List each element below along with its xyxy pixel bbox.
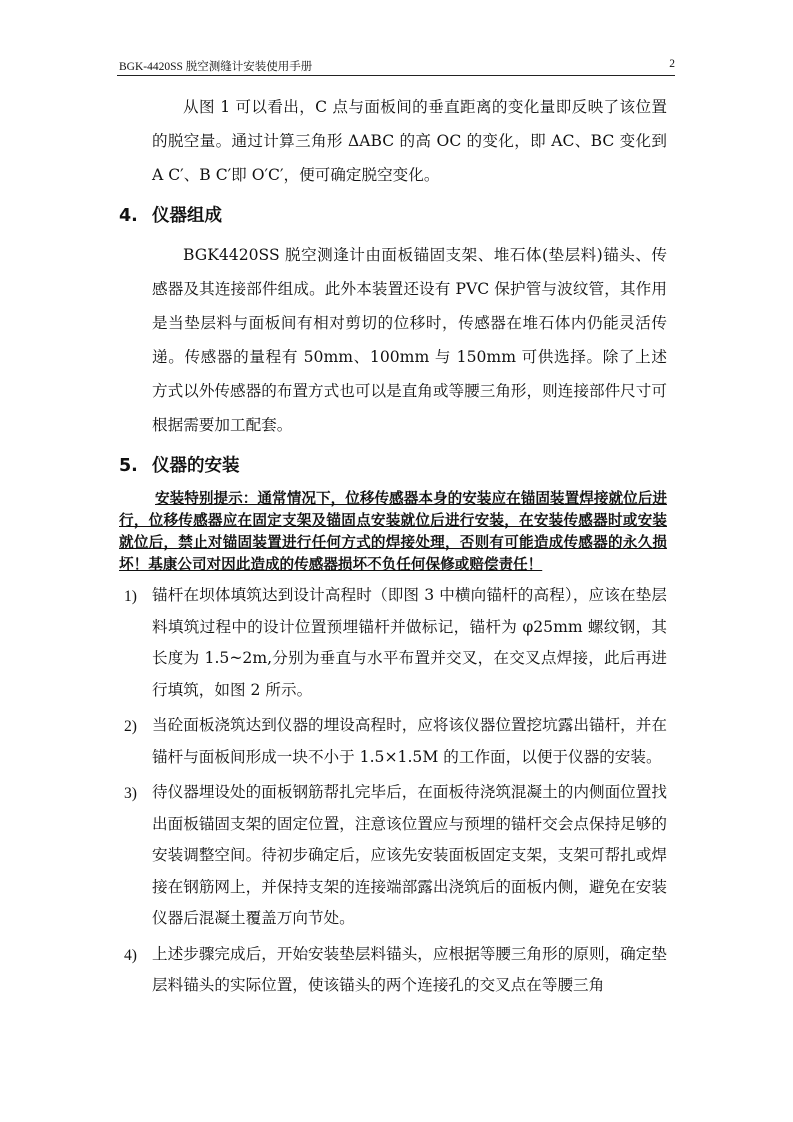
list-item [124, 710, 667, 773]
section-title: 仪器的安装 [152, 456, 240, 476]
page-header [117, 57, 675, 76]
list-item-text: 待仪器埋设处的面板钢筋帮扎完毕后，在面板待浇筑混凝土的内侧面位置找出面板锚固支架的固定位置，注意该位置应与预埋的锚杆交会点保持足够的安装调整空间。待初步确定后，应该先安装面板固定支架，支架可帮扎或焊接在钢筋网上，并保持支架的连接端部露出浇筑后的面板内侧，避免在安装仪器后混凝土覆盖万向节处。 [152, 783, 667, 927]
section-5-heading [119, 449, 667, 483]
section-title: 仪器组成 [152, 206, 222, 226]
list-item-text: 上述步骤完成后，开始安装垫层料锚头，应根据等腰三角形的原则，确定垫层料锚头的实际位置，使该锚头的两个连接孔的交叉点在等腰三角 [152, 944, 667, 994]
page-number: 2 [669, 58, 675, 70]
section-number: 5. [119, 456, 138, 476]
list-item [124, 939, 667, 1002]
list-item-number: 2) [124, 718, 137, 735]
installation-warning [119, 488, 667, 576]
list-item-text: 当砼面板浇筑达到仪器的埋设高程时，应将该仪器位置挖坑露出锚杆，并在锚杆与面板间形成一块不小于 1.5×1.5M 的工作面，以便于仪器的安装。 [152, 716, 667, 766]
page-body [119, 90, 667, 1006]
list-item-number: 1) [124, 588, 137, 605]
warning-text: 安装特别提示：通常情况下，位移传感器本身的安装应在锚固装置焊接就位后进行，位移传感器应在固定支架及锚固点安装就位后进行安装，在安装传感器时或安装就位后，禁止对锚固装置进行任何方式的焊接处理，否则有可能造成传感器的永久损坏！基康公司对因此造成的传感器损坏不负任何保修或赔偿责任！ [119, 490, 667, 573]
section-number: 4. [119, 206, 138, 226]
section-4-heading [119, 199, 667, 233]
document-title: BGK-4420SS 脱空测缝计安装使用手册 [119, 61, 313, 73]
list-item [124, 580, 667, 706]
list-item-text: 锚杆在坝体填筑达到设计高程时（即图 3 中横向锚杆的高程），应该在垫层料填筑过程中的设计位置预埋锚杆并做标记，锚杆为 φ25mm 螺纹钢，其长度为 1.5~2m,分别为垂直与水平布置并交叉，在交叉点焊接，此后再进行填筑，如图 2 所示。 [152, 586, 667, 699]
section-4-paragraph: BGK4420SS 脱空测逢计由面板锚固支架、堆石体(垫层料)锚头、传感器及其连接部件组成。此外本装置还设有 PVC 保护管与波纹管，其作用是当垫层料与面板间有相对剪切的位移时，传感器在堆石体内仍能灵活传递。传感器的量程有 50mm、100mm 与 150mm 可供选择。除了上述方式以外传感器的布置方式也可以是直角或等腰三角形，则连接部件尺寸可根据需要加工配套。 [152, 246, 667, 434]
list-item-number: 3) [124, 785, 137, 802]
list-item [124, 777, 667, 935]
intro-paragraph: 从图 1 可以看出，C 点与面板间的垂直距离的变化量即反映了该位置的脱空量。通过计算三角形 ΔABC 的高 OC 的变化，即 AC、BC 变化到 A C′、B C′即 O′C′，便可确定脱空变化。 [152, 98, 667, 184]
list-item-number: 4) [124, 946, 137, 964]
